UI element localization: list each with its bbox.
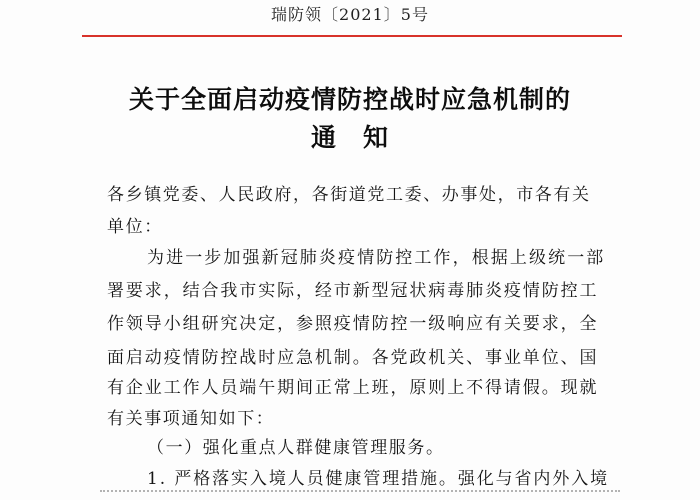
document-number: 瑞防领〔2021〕5号 [271,5,429,24]
body-line: 面启动疫情防控战时应急机制。各党政机关、事业单位、国 [107,348,599,368]
body-line-item-1: 1. 严格落实入境人员健康管理措施。强化与省内外入境 [147,469,610,489]
body-line: 署要求，结合我市实际，经市新型冠状病毒肺炎疫情防控工 [107,281,599,301]
section-heading-1: （一）强化重点人群健康管理服务。 [147,438,445,458]
body-line-paragraph-start: 为进一步加强新冠肺炎疫情防控工作，根据上级统一部 [147,248,606,268]
body-line: 有企业工作人员端午期间正常上班，原则上不得请假。现就 [107,378,599,398]
page-cutoff-edge [100,490,620,495]
body-line-recipients-cont: 单位： [107,217,163,237]
body-line: 作领导小组研究决定，参照疫情防控一级响应有关要求，全 [107,314,599,334]
body-line-recipients: 各乡镇党委、人民政府，各街道党工委、办事处，市各有关 [107,185,591,205]
document-title-line-2: 通 知 [310,123,389,152]
red-header-rule [82,35,622,37]
body-line: 有关事项通知如下： [107,409,275,429]
document-title-line-1: 关于全面启动疫情防控战时应急机制的 [128,85,571,114]
